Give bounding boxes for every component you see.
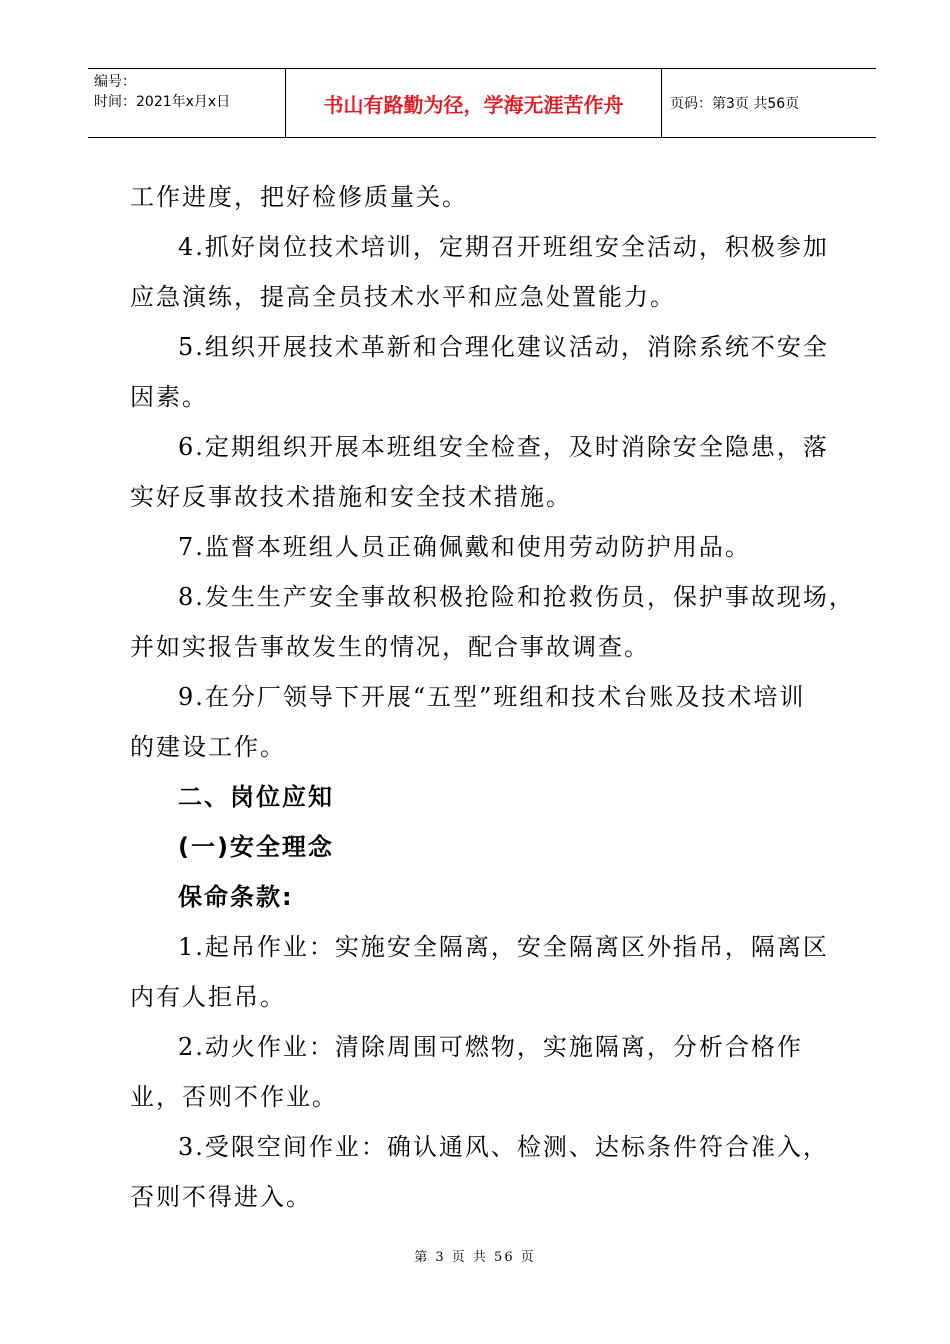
number-label: 编号：	[94, 74, 136, 90]
paragraph-line: 9.在分厂领导下开展“五型”班组和技术台账及技术培训	[178, 683, 806, 711]
section-heading: 二、岗位应知	[178, 783, 334, 811]
paragraph-line: 应急演练，提高全员技术水平和应急处置能力。	[130, 283, 676, 311]
document-body	[130, 172, 855, 1222]
header-table	[88, 68, 876, 138]
paragraph-line: 因素。	[130, 383, 208, 411]
paragraph-line: 3.受限空间作业：确认通风、检测、达标条件符合准入，	[178, 1133, 829, 1161]
paragraph-line: 2.动火作业：清除周围可燃物，实施隔离，分析合格作	[178, 1033, 803, 1061]
paragraph-line: 8.发生生产安全事故积极抢险和抢救伤员，保护事故现场，	[178, 583, 855, 611]
page-footer: 第 3 页 共 56 页	[414, 1250, 536, 1265]
time-label: 时间：2021年x月x日	[94, 94, 231, 110]
paragraph-line: 6.定期组织开展本班组安全检查，及时消除安全隐患，落	[178, 433, 829, 461]
paragraph-line: 并如实报告事故发生的情况，配合事故调查。	[130, 633, 650, 661]
paragraph-line: 7.监督本班组人员正确佩戴和使用劳动防护用品。	[178, 533, 751, 561]
paragraph-line: 5.组织开展技术革新和合理化建议活动，消除系统不安全	[178, 333, 829, 361]
paragraph-line: 的建设工作。	[130, 733, 286, 761]
paragraph-line: 业，否则不作业。	[130, 1083, 338, 1111]
clause-heading: 保命条款:	[178, 883, 294, 911]
header-meta	[88, 69, 286, 137]
paragraph-line: 1.起吊作业：实施安全隔离，安全隔离区外指吊，隔离区	[178, 933, 829, 961]
paragraph-line: 否则不得进入。	[130, 1183, 312, 1211]
paragraph-line: 工作进度，把好检修质量关。	[130, 183, 468, 211]
subsection-heading: (一)安全理念	[178, 833, 334, 861]
header-motto: 书山有路勤为径，学海无涯苦作舟	[286, 69, 662, 137]
paragraph-line: 4.抓好岗位技术培训，定期召开班组安全活动，积极参加	[178, 233, 829, 261]
header-page-info: 页码：第3页 共56页	[670, 96, 800, 112]
paragraph-line: 内有人拒吊。	[130, 983, 286, 1011]
paragraph-line: 实好反事故技术措施和安全技术措施。	[130, 483, 572, 511]
